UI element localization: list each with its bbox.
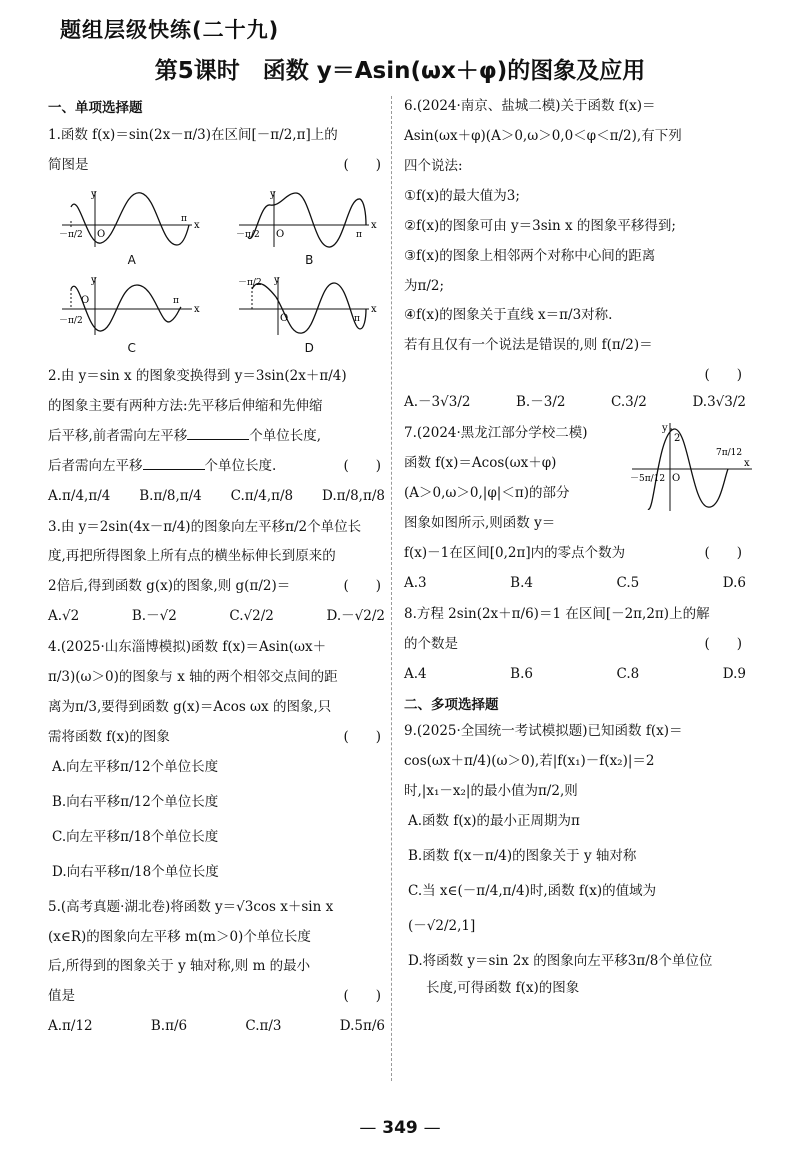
q7-graph-right-tick: 7π/12 (716, 448, 743, 459)
q6-line-4: 若有且仅有一个说法是错误的,则 f(π/2)＝ (404, 337, 653, 354)
q1-graphs (48, 185, 393, 358)
q4-answer-paren: ( ) (343, 729, 381, 746)
q5-answer-paren: ( ) (343, 988, 381, 1005)
q7-option-b[interactable]: B.4 (510, 574, 533, 591)
q7-line-5 (404, 543, 754, 564)
q5-option-a[interactable]: A.π/12 (48, 1018, 93, 1035)
page-dash-left: — (359, 1118, 377, 1138)
q8-option-d[interactable]: D.9 (722, 665, 746, 682)
q6-line-2: Asin(ωx＋φ)(A＞0,ω＞0,0＜φ＜π/2),有下列 (404, 127, 682, 144)
q1a-x: x (193, 219, 200, 231)
q5-options (48, 1016, 393, 1037)
q1a-y: y (90, 188, 97, 200)
question-6 (404, 96, 754, 413)
q2-line-4 (48, 456, 393, 477)
q2-option-c[interactable]: C.π/4,π/8 (230, 487, 294, 504)
q4-option-a[interactable]: A.向左平移π/12个单位长度 (52, 758, 219, 775)
q6-statement-2: ②f(x)的图象可由 y＝3sin x 的图象平移得到; (404, 217, 676, 234)
q1-graph-b[interactable] (226, 185, 394, 270)
q7-graph-left-tick: －5π/12 (630, 474, 666, 485)
page-number (0, 1118, 800, 1138)
q2-line-4b: 个单位长度. (204, 457, 277, 474)
q7-option-a[interactable]: A.3 (404, 574, 427, 591)
left-column (48, 96, 393, 1047)
q1c-pi: π (172, 296, 179, 307)
q1a-pi: π (180, 213, 187, 224)
q7-graph-y: y (662, 423, 668, 435)
group-title: 题组层级快练(二十九) (60, 18, 280, 42)
q6-option-a[interactable]: A.－3√3/2 (404, 394, 471, 411)
q5-line-3: 后,所得到的图象关于 y 轴对称,则 m 的最小 (48, 958, 311, 975)
q1-line-2 (48, 155, 393, 176)
q6-answer-paren: ( ) (704, 367, 742, 384)
q6-option-c[interactable]: C.3/2 (611, 394, 647, 411)
q1c-y: y (90, 275, 97, 287)
q6-paren-line (404, 365, 754, 383)
right-column (404, 96, 754, 1013)
q1b-x: x (371, 219, 377, 231)
q7-option-c[interactable]: C.5 (616, 574, 640, 591)
q7-line-2: 函数 f(x)＝Acos(ωx＋φ) (404, 455, 557, 472)
q7-graph-x: x (744, 458, 750, 470)
q5-option-d[interactable]: D.5π/6 (339, 1018, 385, 1035)
question-3 (48, 517, 393, 628)
q3-options (48, 606, 393, 627)
section-single-choice: 一、单项选择题 (48, 100, 143, 116)
question-2 (48, 366, 393, 507)
q9-option-a[interactable]: A.函数 f(x)的最小正周期为π (408, 813, 580, 830)
q3-line-3-text: 2倍后,得到函数 g(x)的图象,则 g(π/2)＝ (48, 578, 291, 595)
q3-answer-paren: ( ) (343, 578, 381, 595)
q6-statement-3: ③f(x)的图象上相邻两个对称中心间的距离 (404, 247, 656, 264)
q9-line-1: 9.(2025·全国统一考试模拟题)已知函数 f(x)＝ (404, 723, 683, 740)
page-number-value: 349 (382, 1118, 418, 1138)
q9-option-d-cont: 长度,可得函数 f(x)的图象 (426, 979, 580, 996)
q2-blank-2[interactable] (143, 469, 205, 470)
q1-line-1: 1.函数 f(x)＝sin(2x－π/3)在区间[－π/2,π]上的 (48, 126, 338, 143)
q1c-neg: －π/2 (58, 316, 83, 327)
q5-line-4 (48, 986, 393, 1007)
q8-options (404, 664, 754, 685)
q1-graph-c[interactable] (48, 273, 216, 358)
question-1 (48, 125, 393, 358)
q1b-pi: π (356, 229, 363, 240)
q1-graph-c-label: C (127, 341, 136, 356)
q1-graph-a[interactable] (48, 185, 216, 270)
q1a-o: O (96, 228, 105, 240)
q5-line-1: 5.(高考真题·湖北卷)将函数 y＝√3cos x＋sin x (48, 898, 334, 915)
q5-option-b[interactable]: B.π/6 (150, 1018, 188, 1035)
q1a-neg: －π/2 (58, 229, 83, 240)
q2-line-3a: 后平移,前者需向左平移 (48, 427, 188, 444)
q8-answer-paren: ( ) (704, 635, 742, 652)
q8-line-2-text: 的个数是 (404, 635, 458, 652)
q6-statement-1: ①f(x)的最大值为3; (404, 187, 520, 204)
q4-line-2: π/3)(ω＞0)的图象与 x 轴的两个相邻交点间的距 (48, 669, 338, 686)
q1-line-2-text: 简图是 (48, 156, 89, 173)
q6-option-b[interactable]: B.－3/2 (516, 394, 566, 411)
q6-options (404, 392, 754, 413)
q7-line-3: (A＞0,ω＞0,|φ|＜π)的部分 (404, 485, 570, 502)
q1-graph-d-label: D (304, 341, 314, 356)
q3-line-3 (48, 576, 393, 597)
q7-line-4: 图象如图所示,则函数 y＝ (404, 514, 556, 531)
q1-graph-b-svg (234, 185, 384, 253)
q4-option-d[interactable]: D.向右平移π/18个单位长度 (52, 863, 219, 880)
q3-option-d[interactable]: D.－√2/2 (326, 608, 385, 625)
q4-option-c[interactable]: C.向左平移π/18个单位长度 (52, 828, 219, 845)
q9-option-b[interactable]: B.函数 f(x－π/4)的图象关于 y 轴对称 (408, 848, 637, 865)
q7-line-1: 7.(2024·黑龙江部分学校二模) (404, 425, 588, 442)
q2-line-3 (48, 426, 393, 447)
section-multiple-choice: 二、多项选择题 (404, 696, 499, 713)
q7-options (404, 573, 754, 594)
q2-line-2: 的图象主要有两种方法:先平移后伸缩和先伸缩 (48, 397, 323, 414)
q7-graph-two: 2 (674, 433, 681, 445)
q1d-neg: －π/2 (238, 278, 262, 289)
q1d-y: y (274, 275, 280, 287)
q2-option-a[interactable]: A.π/4,π/4 (48, 487, 111, 504)
q3-line-1: 3.由 y＝2sin(4x－π/4)的图象向左平移π/2个单位长 (48, 518, 362, 535)
q2-blank-1[interactable] (187, 439, 249, 440)
q1-graph-d-svg (234, 273, 384, 341)
q1-graph-a-svg (57, 185, 207, 253)
q3-option-a[interactable]: A.√2 (48, 608, 80, 625)
q1d-x: x (371, 304, 377, 316)
q1b-y: y (270, 188, 276, 200)
q5-line-2: (x∈R)的图象向左平移 m(m＞0)个单位长度 (48, 928, 311, 945)
q1d-pi: π (354, 314, 361, 325)
q5-line-4-text: 值是 (48, 988, 75, 1005)
q9-line-2: cos(ωx＋π/4)(ω＞0),若|f(x₁)－f(x₂)|＝2 (404, 753, 655, 770)
page-dash-right: — (423, 1118, 441, 1138)
q1c-o: O (80, 295, 89, 307)
q8-option-c[interactable]: C.8 (616, 665, 640, 682)
q3-line-2: 度,再把所得图象上所有点的横坐标伸长到原来的 (48, 548, 336, 565)
q5-option-c[interactable]: C.π/3 (245, 1018, 282, 1035)
q1-answer-paren: ( ) (343, 156, 381, 173)
q9-option-c[interactable]: C.当 x∈(－π/4,π/4)时,函数 f(x)的值域为 (408, 883, 657, 900)
q7-option-d[interactable]: D.6 (722, 574, 746, 591)
q8-line-2 (404, 634, 754, 655)
q2-option-b[interactable]: B.π/8,π/4 (139, 487, 202, 504)
question-8 (404, 604, 754, 685)
q7-graph (628, 419, 756, 515)
q4-option-b[interactable]: B.向右平移π/12个单位长度 (52, 793, 219, 810)
q2-options (48, 486, 393, 507)
q3-option-c[interactable]: C.√2/2 (229, 608, 274, 625)
q1-graph-c-svg (57, 273, 207, 341)
q7-answer-paren: ( ) (704, 544, 742, 561)
q1-graph-d[interactable] (226, 273, 394, 358)
question-9 (404, 721, 754, 998)
q6-statement-4: ④f(x)的图象关于直线 x＝π/3对称. (404, 307, 613, 324)
q3-option-b[interactable]: B.－√2 (131, 608, 177, 625)
q7-line-5-text: f(x)－1在区间[0,2π]内的零点个数为 (404, 544, 626, 561)
q2-option-d[interactable]: D.π/8,π/8 (322, 487, 385, 504)
q1-graph-b-label: B (305, 252, 314, 267)
lesson-title: 第5课时 函数 y＝Asin(ωx＋φ)的图象及应用 (154, 58, 646, 84)
q1c-x: x (193, 304, 200, 316)
question-7 (404, 423, 754, 594)
q9-option-d[interactable]: D.将函数 y＝sin 2x 的图象向左平移3π/8个单位位 (408, 952, 713, 969)
q1b-o: O (276, 228, 285, 240)
q6-statement-3b: 为π/2; (404, 277, 445, 294)
q6-line-3: 四个说法: (404, 157, 463, 174)
question-4 (48, 637, 393, 882)
q2-answer-paren: ( ) (343, 457, 381, 474)
q4-line-3: 离为π/3,要得到函数 g(x)＝Acos ωx 的图象,只 (48, 699, 332, 716)
q9-line-3: 时,|x₁－x₂|的最小值为π/2,则 (404, 783, 578, 800)
q1d-o: O (280, 313, 289, 325)
q9-option-c-range: (－√2/2,1] (408, 917, 476, 934)
q8-option-b[interactable]: B.6 (510, 665, 533, 682)
question-5 (48, 897, 393, 1038)
q4-line-4-text: 需将函数 f(x)的图象 (48, 729, 170, 746)
q6-option-d[interactable]: D.3√3/2 (692, 394, 746, 411)
q8-line-1: 8.方程 2sin(2x＋π/6)＝1 在区间[－2π,2π)上的解 (404, 605, 710, 622)
q6-line-1: 6.(2024·南京、盐城二模)关于函数 f(x)＝ (404, 98, 656, 114)
q2-line-1: 2.由 y＝sin x 的图象变换得到 y＝3sin(2x＋π/4) (48, 367, 347, 384)
q2-line-4a: 后者需向左平移 (48, 457, 143, 474)
q4-line-1: 4.(2025·山东淄博模拟)函数 f(x)＝Asin(ωx＋ (48, 639, 327, 656)
q1b-neg: －π/2 (236, 229, 260, 240)
q1-graph-a-label: A (127, 252, 136, 267)
q2-line-3b: 个单位长度, (249, 427, 322, 444)
q4-line-4 (48, 727, 393, 748)
q8-option-a[interactable]: A.4 (404, 665, 427, 682)
q7-graph-o: O (672, 473, 681, 485)
